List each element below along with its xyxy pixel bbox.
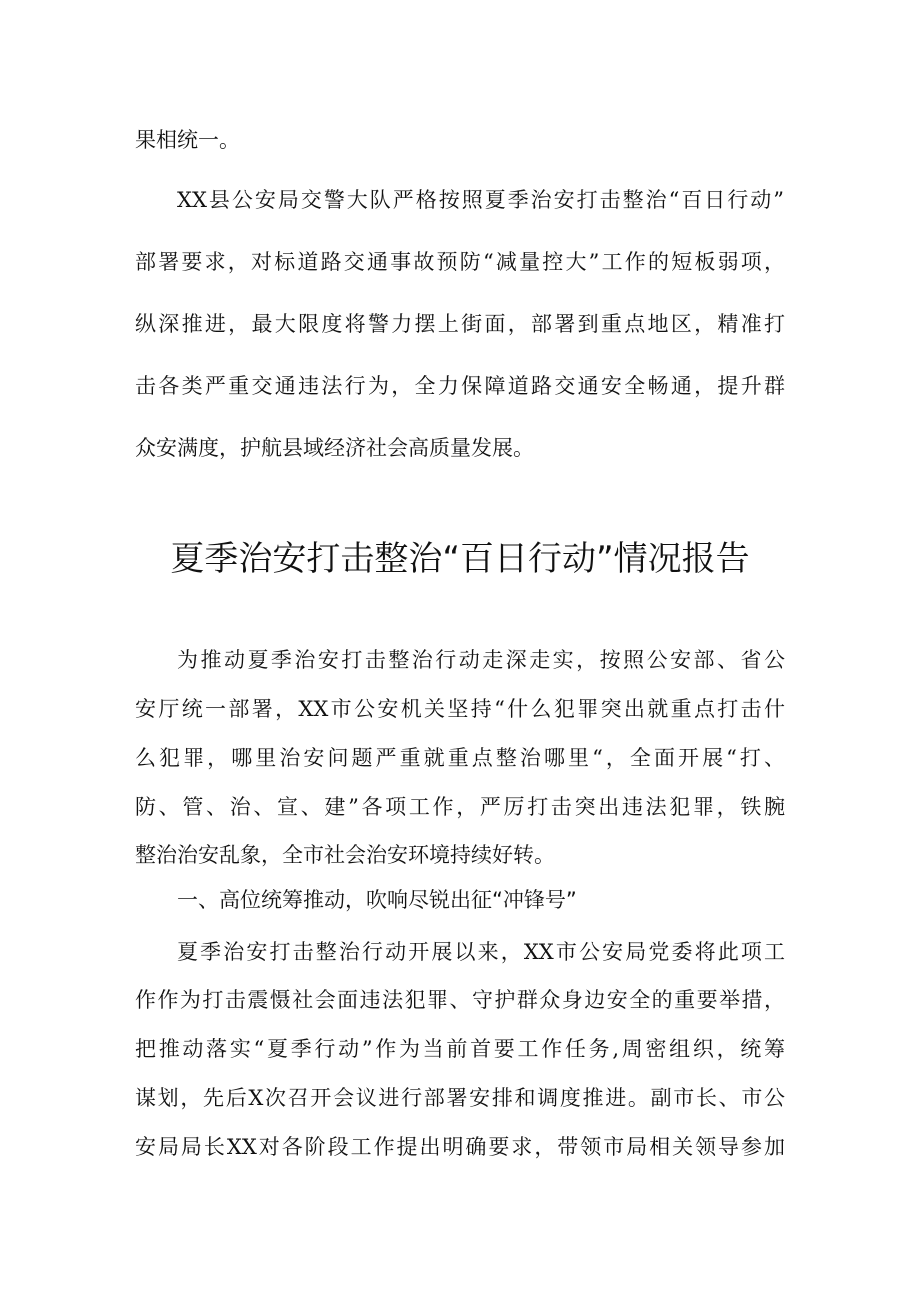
- paragraph-2-line-4: 防、管、治、宣、建”各项工作，严厉打击突出违法犯罪，铁腕: [135, 795, 785, 819]
- paragraph-3-line-5: 安局局长XX对各阶段工作提出明确要求，带领市局相关领导参加: [135, 1135, 785, 1159]
- paragraph-2-line-5: 整治治安乱象，全市社会治安环境持续好转。: [135, 843, 555, 867]
- paragraph-1-line-1: XX县公安局交警大队严格按照夏季治安打击整治“百日行动”: [177, 188, 784, 212]
- document-title: 夏季治安打击整治“百日行动”情况报告: [170, 539, 750, 579]
- paragraph-2-line-1: 为推动夏季治安打击整治行动走深走实，按照公安部、省公: [177, 648, 785, 672]
- paragraph-2-line-3: 么犯罪，哪里治安问题严重就重点整治哪里“，全面开展“打、: [135, 746, 785, 770]
- paragraph-3-line-1: 夏季治安打击整治行动开展以来，XX市公安局党委将此项工: [177, 940, 785, 964]
- paragraph-1-line-2: 部署要求，对标道路交通事故预防“减量控大”工作的短板弱项，: [135, 250, 785, 274]
- paragraph-1-line-5: 众安满度，护航县域经济社会高质量发展。: [135, 436, 534, 460]
- paragraph-continuation-line: 果相统一。: [135, 128, 240, 152]
- paragraph-2-line-2: 安厅统一部署，XX市公安机关坚持“什么犯罪突出就重点打击什: [135, 697, 785, 721]
- paragraph-3-line-2: 作作为打击震慑社会面违法犯罪、守护群众身边安全的重要举措，: [135, 988, 785, 1012]
- paragraph-3-line-4: 谋划，先后X次召开会议进行部署安排和调度推进。副市长、市公: [135, 1086, 785, 1110]
- paragraph-1-line-4: 击各类严重交通违法行为，全力保障道路交通安全畅通，提升群: [135, 374, 785, 398]
- paragraph-1-line-3: 纵深推进，最大限度将警力摆上街面，部署到重点地区，精准打: [135, 312, 785, 336]
- paragraph-3-line-3: 把推动落实“夏季行动”作为当前首要工作任务,周密组织，统筹: [135, 1037, 785, 1061]
- section-heading-1: 一、高位统筹推动，吹响尽锐出征“冲锋号”: [177, 888, 577, 912]
